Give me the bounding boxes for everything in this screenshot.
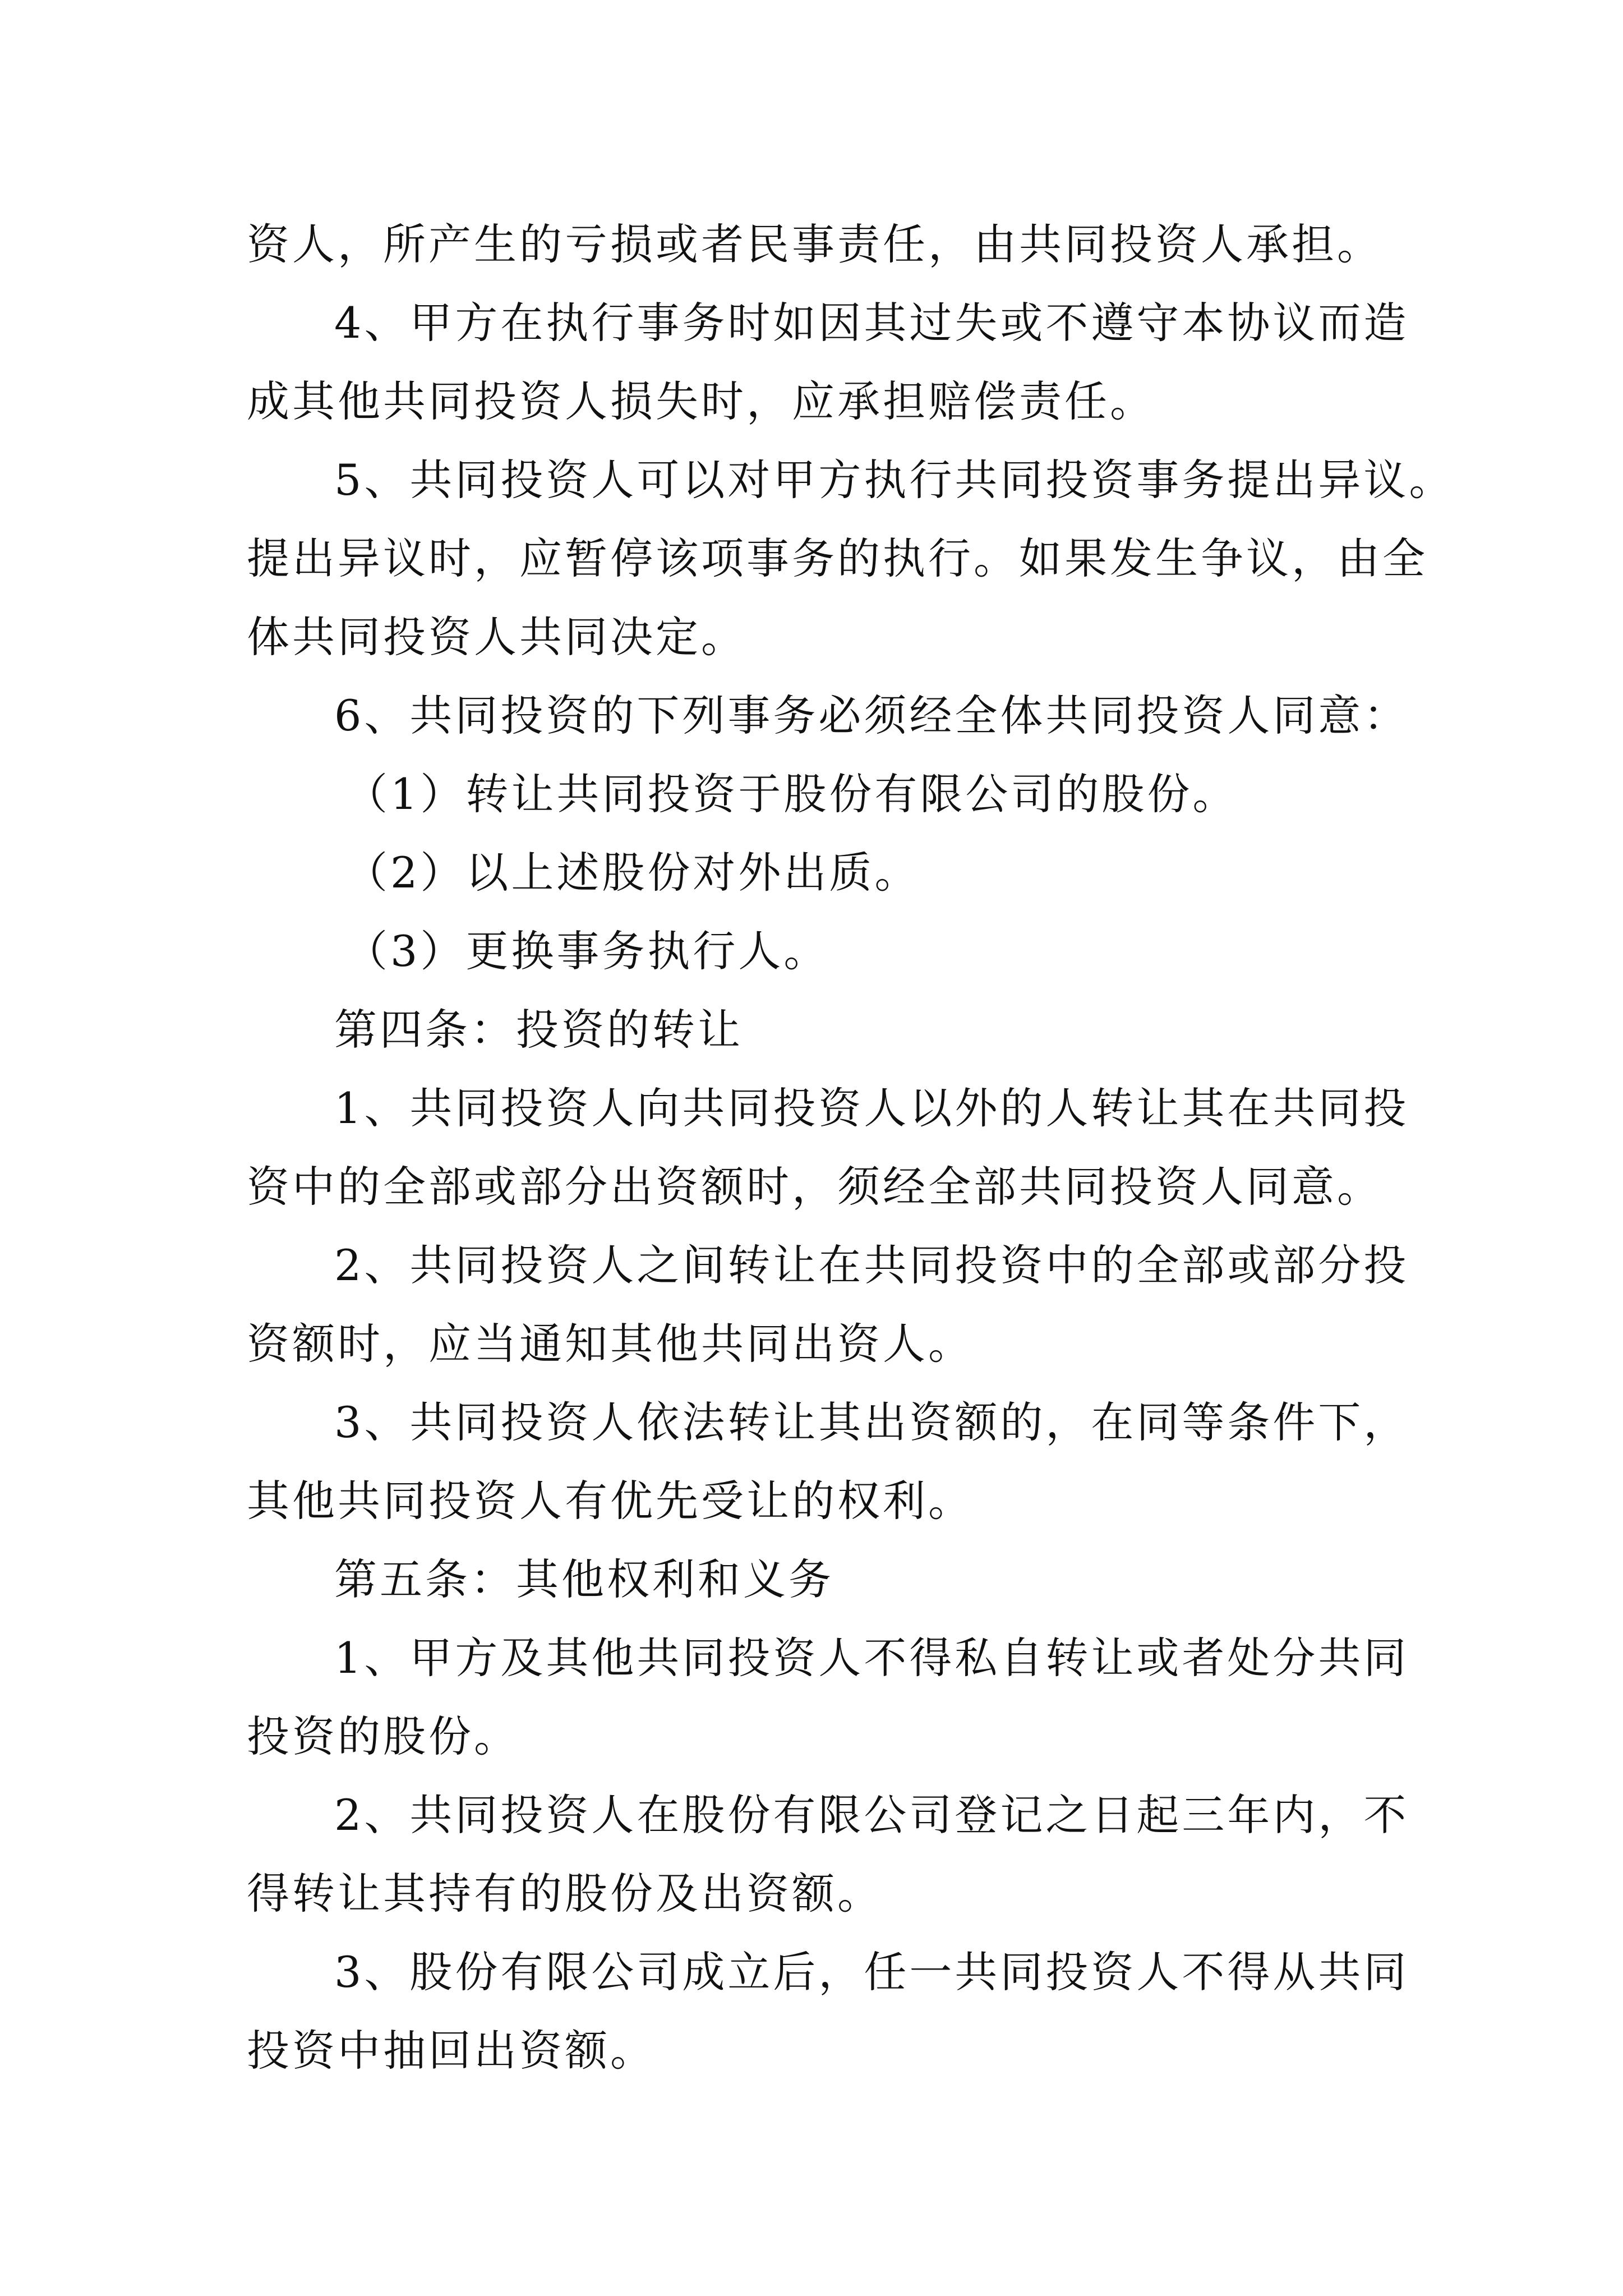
text-line: 1、共同投资人向共同投资人以外的人转让其在共同投 <box>334 1083 1409 1133</box>
text-line: 2、共同投资人在股份有限公司登记之日起三年内，不 <box>334 1790 1409 1840</box>
text-line: 5、共同投资人可以对甲方执行共同投资事务提出异议。 <box>334 455 1455 505</box>
text-line: 成其他共同投资人损失时，应承担赔偿责任。 <box>247 376 1155 426</box>
text-line: 3、共同投资人依法转让其出资额的，在同等条件下， <box>334 1397 1409 1447</box>
text-line: 6、共同投资的下列事务必须经全体共同投资人同意： <box>334 691 1409 740</box>
text-line: 提出异议时，应暂停该项事务的执行。如果发生争议，由全 <box>247 533 1428 583</box>
text-line: 4、甲方在执行事务时如因其过失或不遵守本协议而造 <box>334 298 1409 348</box>
list-item: （3）更换事务执行人。 <box>345 926 829 976</box>
text-line: 2、共同投资人之间转让在共同投资中的全部或部分投 <box>334 1240 1409 1290</box>
text-line: 资额时，应当通知其他共同出资人。 <box>247 1319 974 1369</box>
section-heading: 第五条：其他权利和义务 <box>334 1554 834 1604</box>
text-line: 体共同投资人共同决定。 <box>247 612 746 662</box>
list-item: （2）以上述股份对外出质。 <box>345 848 920 898</box>
text-line: 1、甲方及其他共同投资人不得私自转让或者处分共同 <box>334 1633 1409 1683</box>
text-line: 资中的全部或部分出资额时，须经全部共同投资人同意。 <box>247 1162 1382 1212</box>
text-line: 资人，所产生的亏损或者民事责任，由共同投资人承担。 <box>247 219 1382 269</box>
text-line: 投资的股份。 <box>247 1711 519 1761</box>
list-item: （1）转让共同投资于股份有限公司的股份。 <box>345 769 1238 819</box>
text-line: 3、股份有限公司成立后，任一共同投资人不得从共同 <box>334 1947 1409 1997</box>
text-line: 其他共同投资人有优先受让的权利。 <box>247 1476 974 1526</box>
text-line: 投资中抽回出资额。 <box>247 2026 656 2076</box>
text-line: 得转让其持有的股份及出资额。 <box>247 1869 883 1918</box>
section-heading: 第四条：投资的转让 <box>334 1005 743 1055</box>
